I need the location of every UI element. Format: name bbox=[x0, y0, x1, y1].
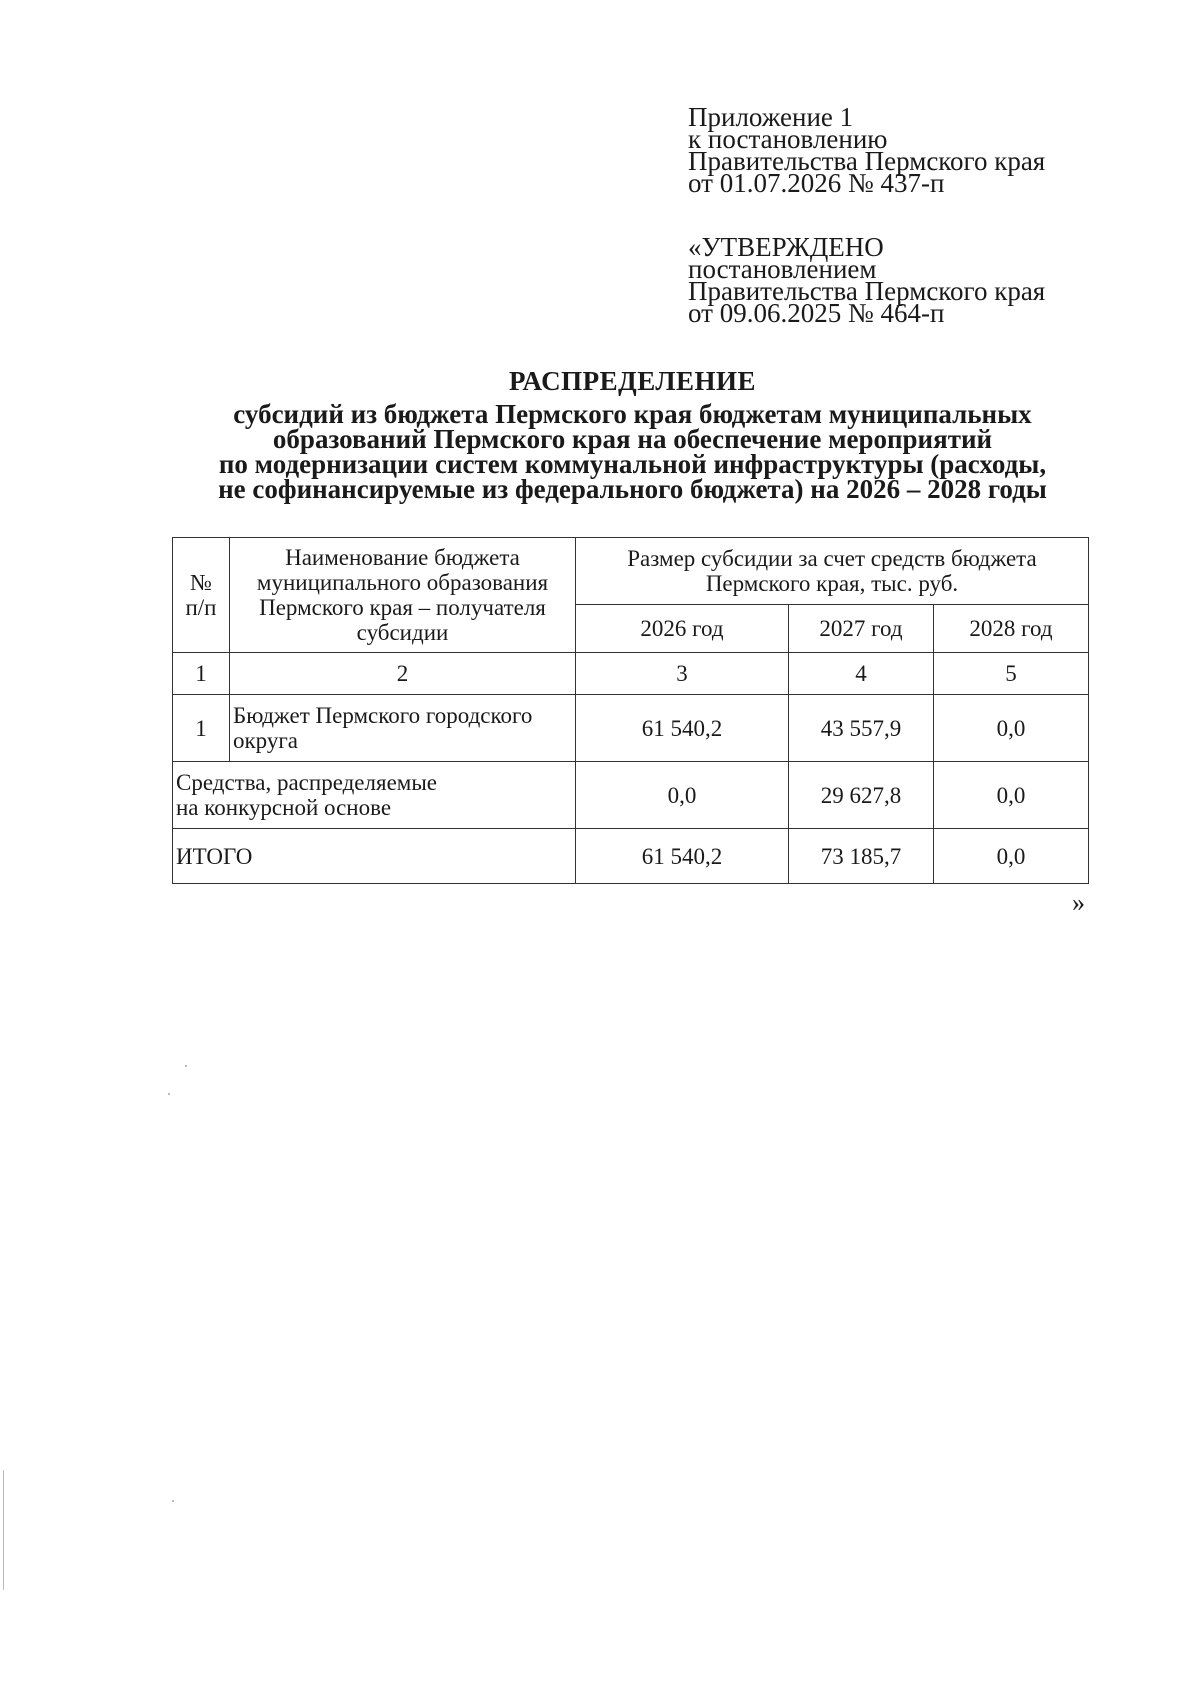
appendix-line: Правительства Пермского края bbox=[688, 146, 1046, 176]
approved-line: «УТВЕРЖДЕНО bbox=[688, 232, 884, 262]
row-name: Бюджет Пермского городского округа bbox=[230, 695, 576, 762]
row-value-2026: 61 540,2 bbox=[576, 695, 789, 762]
header-name: Наименование бюджета муниципального образования Пермского края – получателя субсидии bbox=[230, 538, 576, 653]
competitive-value-2028: 0,0 bbox=[934, 762, 1089, 829]
scan-artifact bbox=[168, 1093, 170, 1095]
header-year-2026: 2026 год bbox=[576, 605, 789, 653]
scan-artifact bbox=[172, 1500, 174, 1502]
column-numbers-row bbox=[173, 653, 1089, 695]
row-value-2028: 0,0 bbox=[934, 695, 1089, 762]
document-title: РАСПРЕДЕЛЕНИЕ bbox=[508, 366, 757, 396]
approved-line: от 09.06.2025 № 464-п bbox=[688, 298, 945, 328]
column-number: 4 bbox=[789, 653, 934, 695]
competitive-value-2026: 0,0 bbox=[576, 762, 789, 829]
subtitle-line: субсидий из бюджета Пермского края бюджетам муниципальных bbox=[233, 399, 1032, 429]
subtitle-line: не софинансируемые из федерального бюджета) на 2026 – 2028 годы bbox=[218, 474, 1047, 504]
appendix-line: Приложение 1 bbox=[688, 102, 854, 132]
table-header-row bbox=[173, 538, 1089, 605]
subsidy-table bbox=[172, 537, 1089, 884]
competitive-name: Средства, распределяемые на конкурсной основе bbox=[173, 762, 576, 829]
competitive-value-2027: 29 627,8 bbox=[789, 762, 934, 829]
header-year-2027: 2027 год bbox=[789, 605, 934, 653]
appendix-block bbox=[688, 102, 1046, 198]
column-number: 5 bbox=[934, 653, 1089, 695]
closing-quote: » bbox=[1072, 888, 1085, 917]
total-label: ИТОГО bbox=[173, 829, 576, 884]
document-subtitle bbox=[0, 399, 1200, 504]
total-value-2027: 73 185,7 bbox=[789, 829, 934, 884]
scan-artifact bbox=[185, 1065, 187, 1067]
row-number: 1 bbox=[173, 695, 230, 762]
appendix-line: от 01.07.2026 № 437-п bbox=[688, 168, 945, 198]
header-number: № п/п bbox=[173, 538, 230, 653]
appendix-line: к постановлению bbox=[688, 124, 888, 154]
approved-line: постановлением bbox=[688, 254, 877, 284]
subtitle-line: образований Пермского края на обеспечение мероприятий bbox=[272, 424, 993, 454]
competitive-row bbox=[173, 762, 1089, 829]
column-number: 2 bbox=[230, 653, 576, 695]
approved-block bbox=[688, 232, 1046, 328]
column-number: 3 bbox=[576, 653, 789, 695]
column-number: 1 bbox=[173, 653, 230, 695]
total-row bbox=[173, 829, 1089, 884]
header-amount: Размер субсидии за счет средств бюджета Пермского края, тыс. руб. bbox=[576, 538, 1089, 605]
subtitle-line: по модернизации систем коммунальной инфраструктуры (расходы, bbox=[218, 449, 1047, 479]
header-year-2028: 2028 год bbox=[934, 605, 1089, 653]
row-value-2027: 43 557,9 bbox=[789, 695, 934, 762]
scan-artifact bbox=[3, 1470, 4, 1590]
approved-line: Правительства Пермского края bbox=[688, 276, 1046, 306]
table-row bbox=[173, 695, 1089, 762]
total-value-2028: 0,0 bbox=[934, 829, 1089, 884]
total-value-2026: 61 540,2 bbox=[576, 829, 789, 884]
